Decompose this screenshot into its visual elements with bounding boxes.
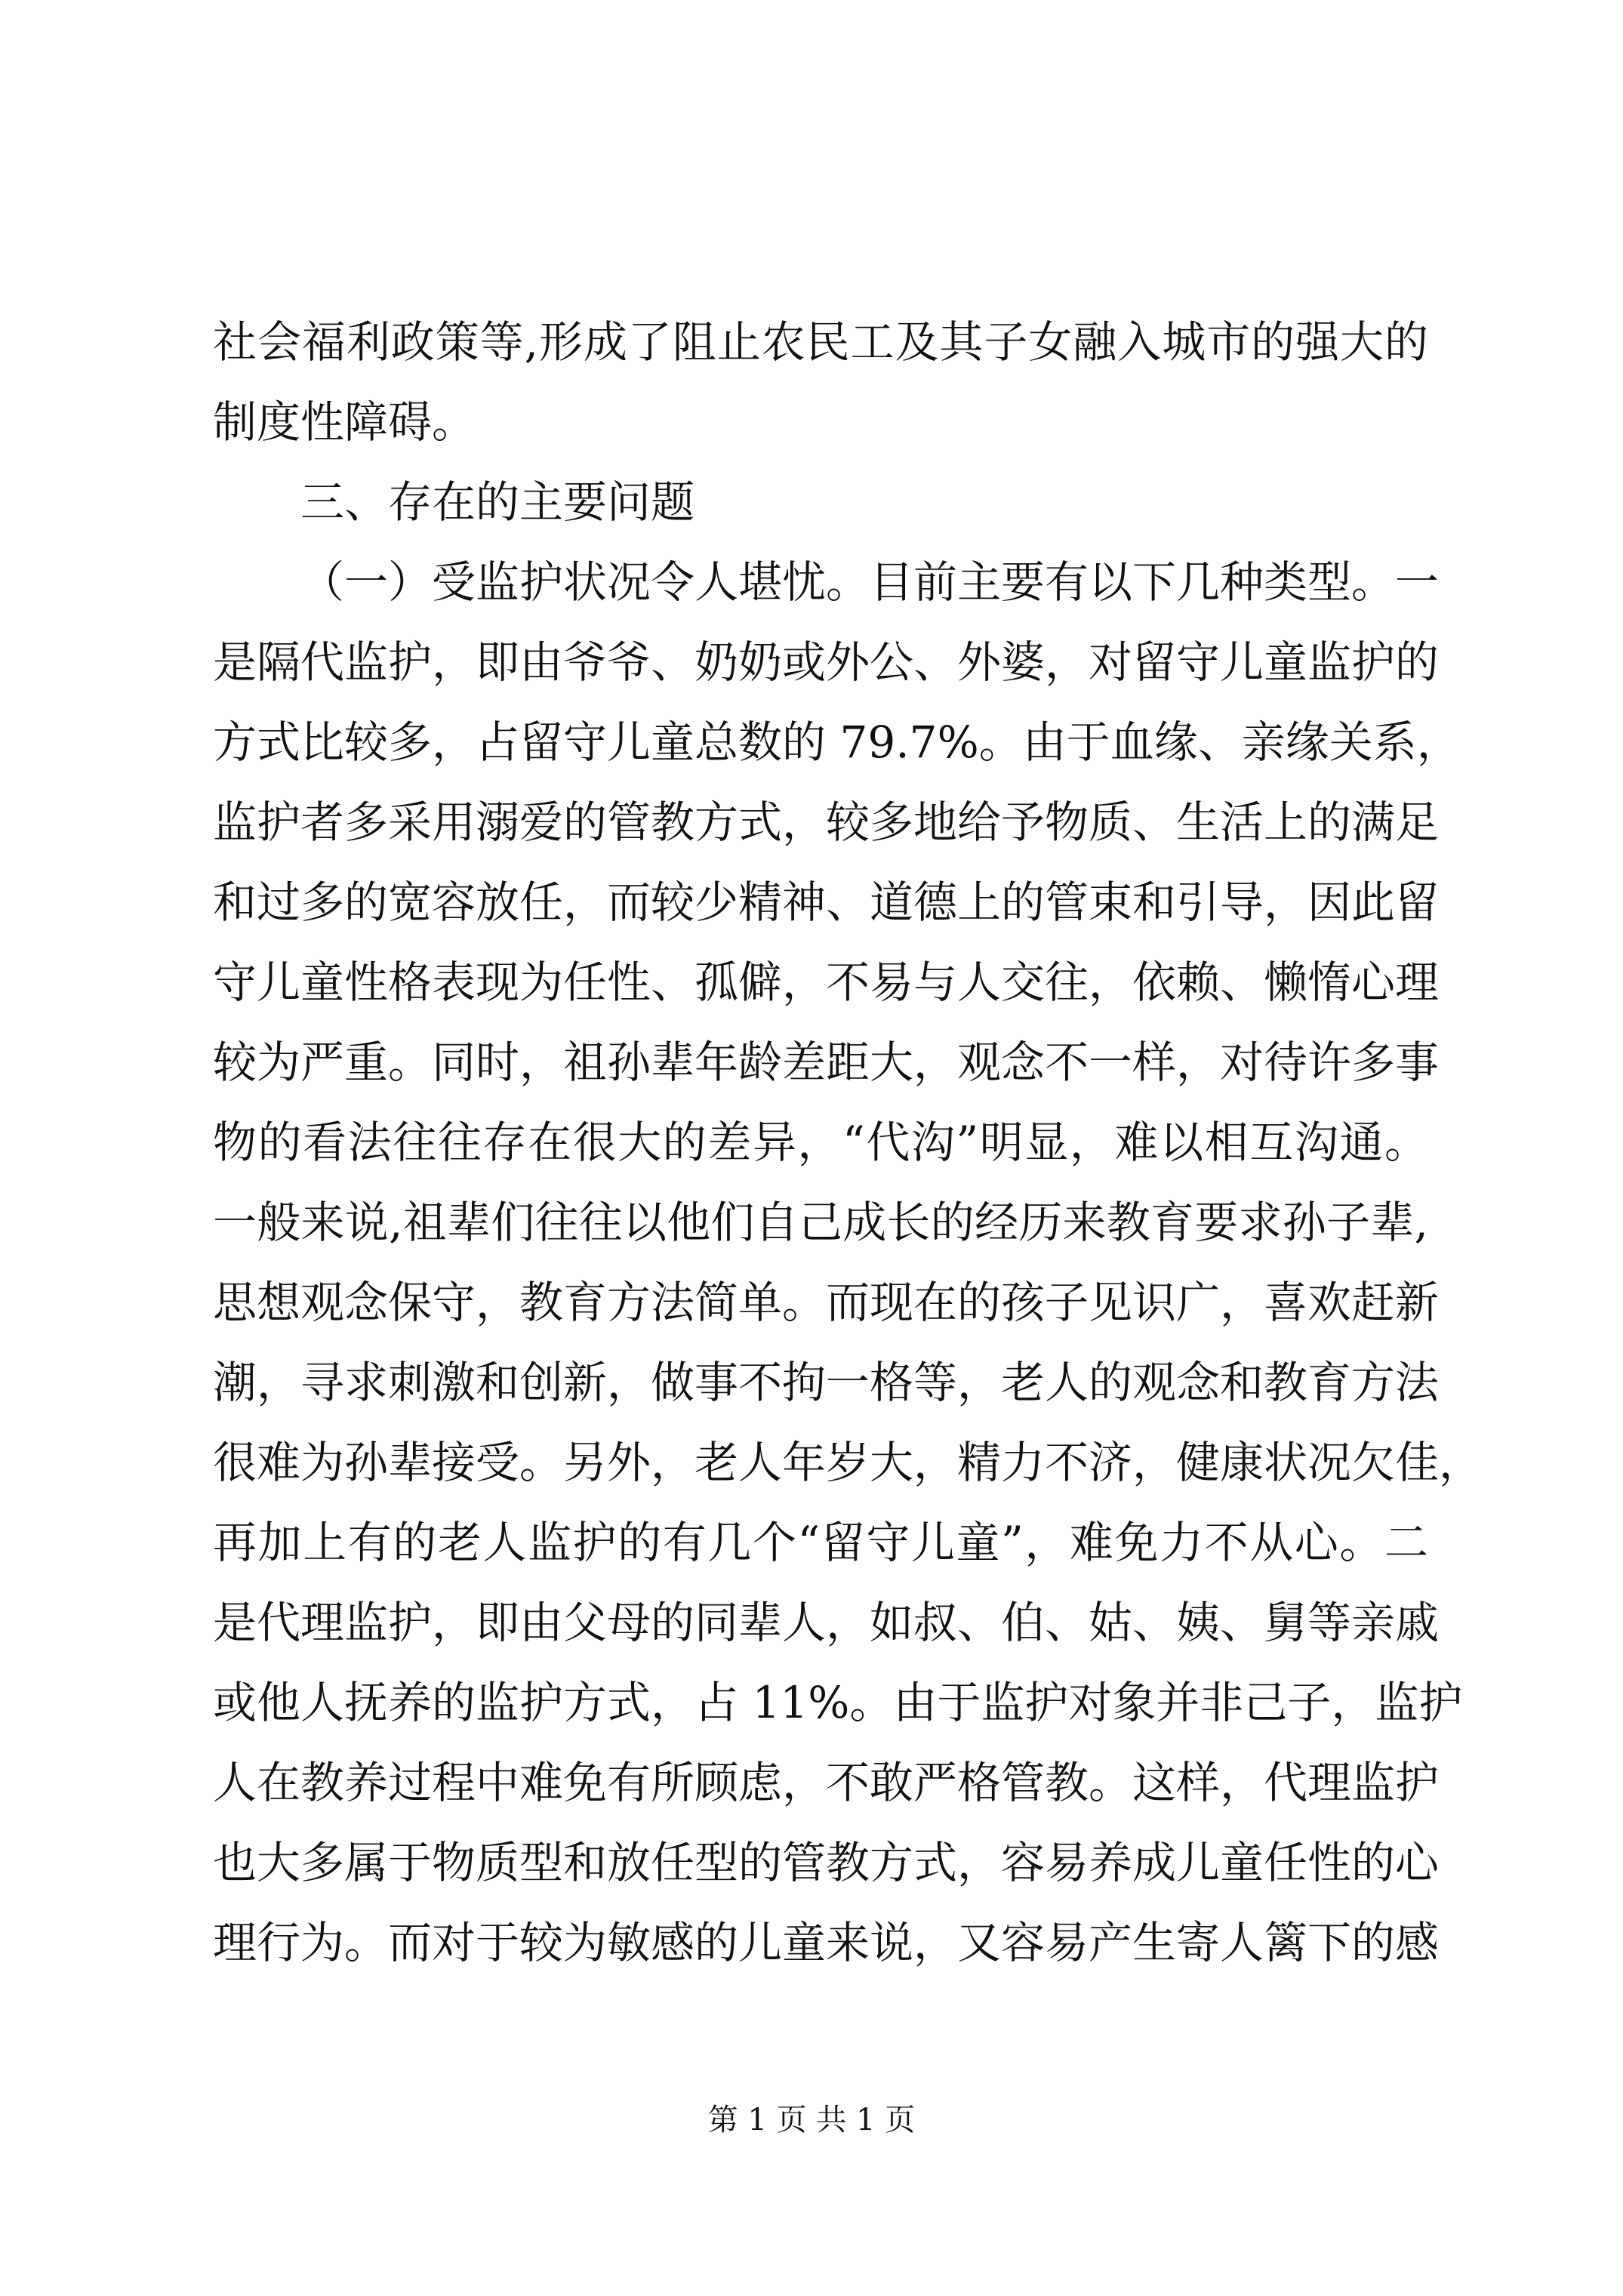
text-line: 较为严重。同时，祖孙辈年龄差距大，观念不一样，对待许多事 — [213, 1037, 1440, 1088]
text-line: 或他人抚养的监护方式，占 11%。由于监护对象并非己子，监护 — [213, 1677, 1463, 1728]
text-line: 也大多属于物质型和放任型的管教方式，容易养成儿童任性的心 — [213, 1837, 1440, 1888]
text-line: 制度性障碍。 — [213, 396, 476, 448]
text-line: 守儿童性格表现为任性、孤僻，不易与人交往，依赖、懒惰心理 — [213, 957, 1440, 1008]
text-line: 是代理监护，即由父母的同辈人，如叔、伯、姑、姨、舅等亲戚 — [213, 1597, 1440, 1648]
text-line: 理行为。而对于较为敏感的儿童来说，又容易产生寄人篱下的感 — [213, 1917, 1440, 1968]
text-line: 是隔代监护，即由爷爷、奶奶或外公、外婆，对留守儿童监护的 — [213, 636, 1440, 688]
text-line: （一）受监护状况令人堪忧。目前主要有以下几种类型。一 — [300, 556, 1440, 608]
text-line: 和过多的宽容放任，而较少精神、道德上的管束和引导，因此留 — [213, 877, 1440, 928]
text-line: 社会福利政策等,形成了阻止农民工及其子女融入城市的强大的 — [213, 316, 1428, 368]
body-text — [213, 302, 1483, 1983]
text-line: 潮，寻求刺激和创新，做事不拘一格等，老人的观念和教育方法 — [213, 1357, 1440, 1408]
text-line: 人在教养过程中难免有所顾虑，不敢严格管教。这样，代理监护 — [213, 1757, 1440, 1808]
text-line: 方式比较多，占留守儿童总数的 79.7%。由于血缘、亲缘关系， — [213, 717, 1461, 768]
text-line: 很难为孙辈接受。另外，老人年岁大，精力不济，健康状况欠佳， — [213, 1437, 1483, 1488]
text-line: 监护者多采用溺爱的管教方式，较多地给予物质、生活上的满足 — [213, 797, 1440, 848]
text-line: 思想观念保守，教育方法简单。而现在的孩子见识广，喜欢赶新 — [213, 1277, 1440, 1328]
text-line: 物的看法往往存在很大的差异，“代沟”明显，难以相互沟通。 — [213, 1117, 1428, 1168]
text-line: 再加上有的老人监护的有几个“留守儿童”，难免力不从心。二 — [213, 1517, 1428, 1568]
text-line: 一般来说,祖辈们往往以他们自己成长的经历来教育要求孙子辈, — [213, 1197, 1428, 1248]
section-heading: 三、存在的主要问题 — [300, 476, 695, 528]
page-number-footer: 第 1 页 共 1 页 — [707, 2103, 916, 2137]
